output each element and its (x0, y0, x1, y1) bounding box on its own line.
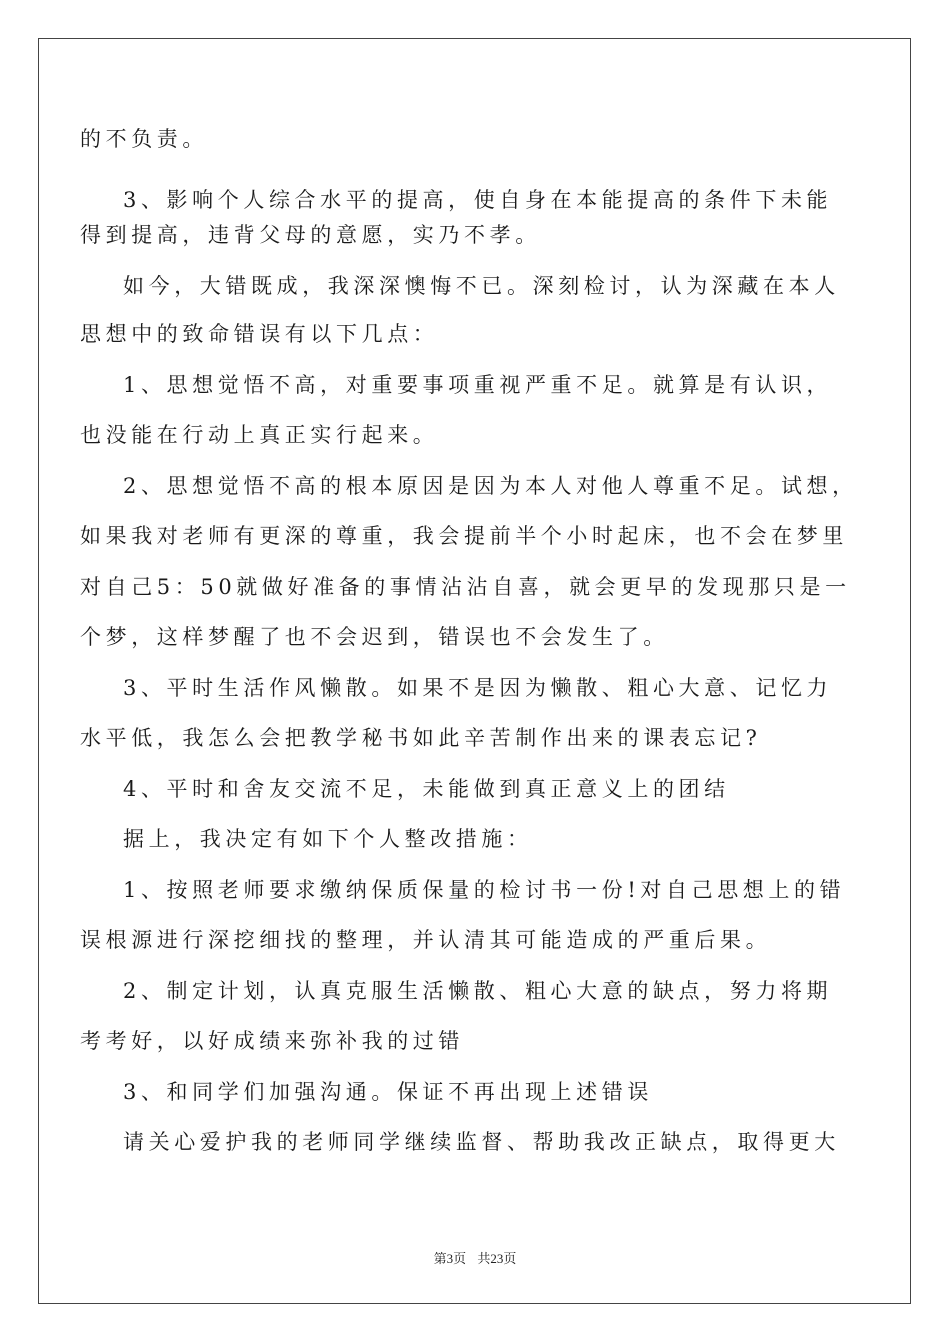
text-line: 3、平时生活作风懒散。如果不是因为懒散、粗心大意、记忆力 (123, 676, 833, 700)
text-line: 1、按照老师要求缴纳保质保量的检讨书一份!对自己思想上的错 (123, 878, 846, 902)
text-line: 如今，大错既成，我深深懊悔不已。深刻检讨，认为深藏在本人 (123, 274, 840, 298)
text-line: 个梦，这样梦醒了也不会迟到，错误也不会发生了。 (80, 625, 669, 649)
text-line: 的不负责。 (80, 127, 208, 151)
text-line: 2、制定计划，认真克服生活懒散、粗心大意的缺点，努力将期 (123, 979, 833, 1003)
text-line: 2、思想觉悟不高的根本原因是因为本人对他人尊重不足。试想， (123, 474, 858, 498)
text-line: 思想中的致命错误有以下几点： (80, 322, 439, 346)
page-number: 第3页 (433, 1251, 467, 1266)
text-line: 据上，我决定有如下个人整改措施： (123, 827, 533, 851)
text-line: 如果我对老师有更深的尊重，我会提前半个小时起床，也不会在梦里 (80, 524, 848, 548)
text-line: 3、影响个人综合水平的提高，使自身在本能提高的条件下未能 (123, 188, 833, 212)
page-total: 共23页 (477, 1251, 517, 1266)
text-line: 请关心爱护我的老师同学继续监督、帮助我改正缺点，取得更大 (123, 1130, 840, 1154)
text-line: 考考好，以好成绩来弥补我的过错 (80, 1029, 464, 1053)
text-line: 得到提高，违背父母的意愿，实乃不孝。 (80, 223, 541, 247)
text-line: 误根源进行深挖细找的整理，并认清其可能造成的严重后果。 (80, 928, 772, 952)
text-line: 对自己5：50就做好准备的事情沾沾自喜，就会更早的发现那只是一 (80, 575, 851, 599)
text-line: 水平低，我怎么会把教学秘书如此辛苦制作出来的课表忘记? (80, 726, 762, 750)
text-line: 也没能在行动上真正实行起来。 (80, 423, 439, 447)
text-line: 1、思想觉悟不高，对重要事项重视严重不足。就算是有认识， (123, 373, 833, 397)
page-footer (0, 1248, 950, 1267)
text-line: 4、平时和舍友交流不足，未能做到真正意义上的团结 (123, 777, 730, 801)
text-line: 3、和同学们加强沟通。保证不再出现上述错误 (123, 1080, 653, 1104)
